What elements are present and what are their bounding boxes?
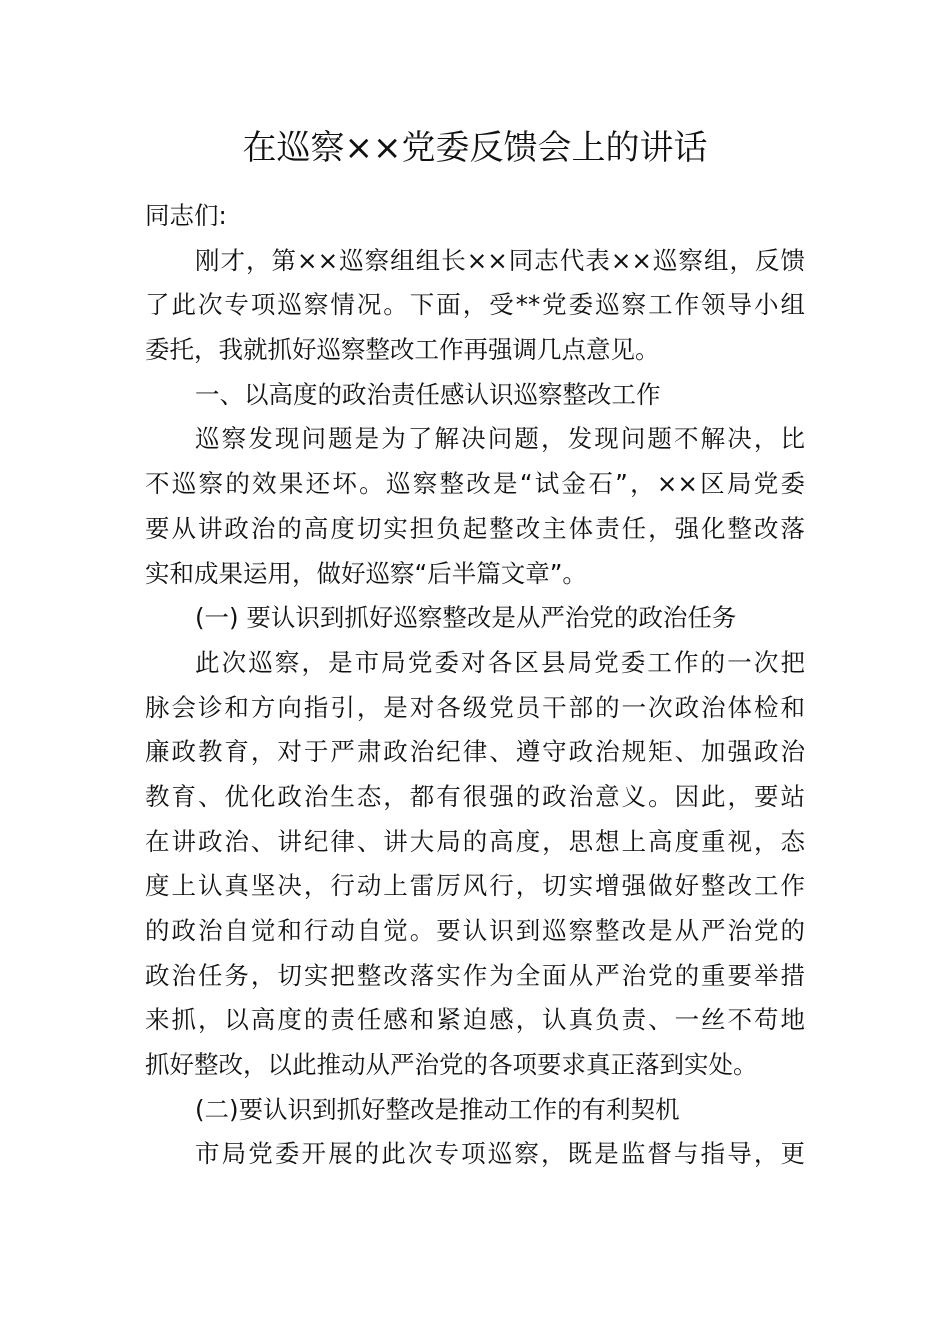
- text-line: 刚才，第××巡察组组长××同志代表××巡察组，反馈: [195, 245, 805, 275]
- text-line: 政治任务，切实把整改落实作为全面从严治党的重要举措: [145, 960, 805, 990]
- text-line: 此次巡察，是市局党委对各区县局党委工作的一次把: [195, 647, 805, 677]
- text-line: 实和成果运用，做好巡察“后半篇文章”。: [145, 558, 587, 588]
- text-line: (一) 要认识到抓好巡察整改是从严治党的政治任务: [195, 603, 737, 633]
- text-line: 来抓，以高度的责任感和紧迫感，认真负责、一丝不苟地: [145, 1005, 805, 1035]
- document-title: 在巡察××党委反馈会上的讲话: [242, 128, 708, 168]
- document-body: [145, 194, 805, 1177]
- text-line: 在讲政治、讲纪律、讲大局的高度，思想上高度重视，态: [145, 826, 805, 856]
- text-line: 市局党委开展的此次专项巡察，既是监督与指导，更: [195, 1139, 805, 1169]
- text-line: 了此次专项巡察情况。下面，受**党委巡察工作领导小组: [145, 290, 805, 320]
- text-line: 脉会诊和方向指引，是对各级党员干部的一次政治体检和: [145, 692, 805, 722]
- text-line: 教育、优化政治生态，都有很强的政治意义。因此，要站: [145, 781, 805, 811]
- text-line: 抓好整改，以此推动从严治党的各项要求真正落到实处。: [145, 1050, 758, 1080]
- text-line: 一、以高度的政治责任感认识巡察整改工作: [195, 379, 661, 409]
- text-line: 巡察发现问题是为了解决问题，发现问题不解决，比: [195, 424, 805, 454]
- text-line: (二)要认识到抓好整改是推动工作的有利契机: [195, 1094, 680, 1124]
- text-line: 廉政教育，对于严肃政治纪律、遵守政治规矩、加强政治: [145, 737, 805, 767]
- text-line: 不巡察的效果还坏。巡察整改是“试金石”，××区局党委: [145, 469, 805, 499]
- text-line: 要从讲政治的高度切实担负起整改主体责任，强化整改落: [145, 513, 805, 543]
- text-line: 同志们:: [145, 201, 227, 230]
- text-line: 度上认真坚决，行动上雷厉风行，切实增强做好整改工作: [145, 871, 805, 901]
- text-line: 的政治自觉和行动自觉。要认识到巡察整改是从严治党的: [145, 916, 805, 945]
- text-line: 委托，我就抓好巡察整改工作再强调几点意见。: [145, 335, 660, 365]
